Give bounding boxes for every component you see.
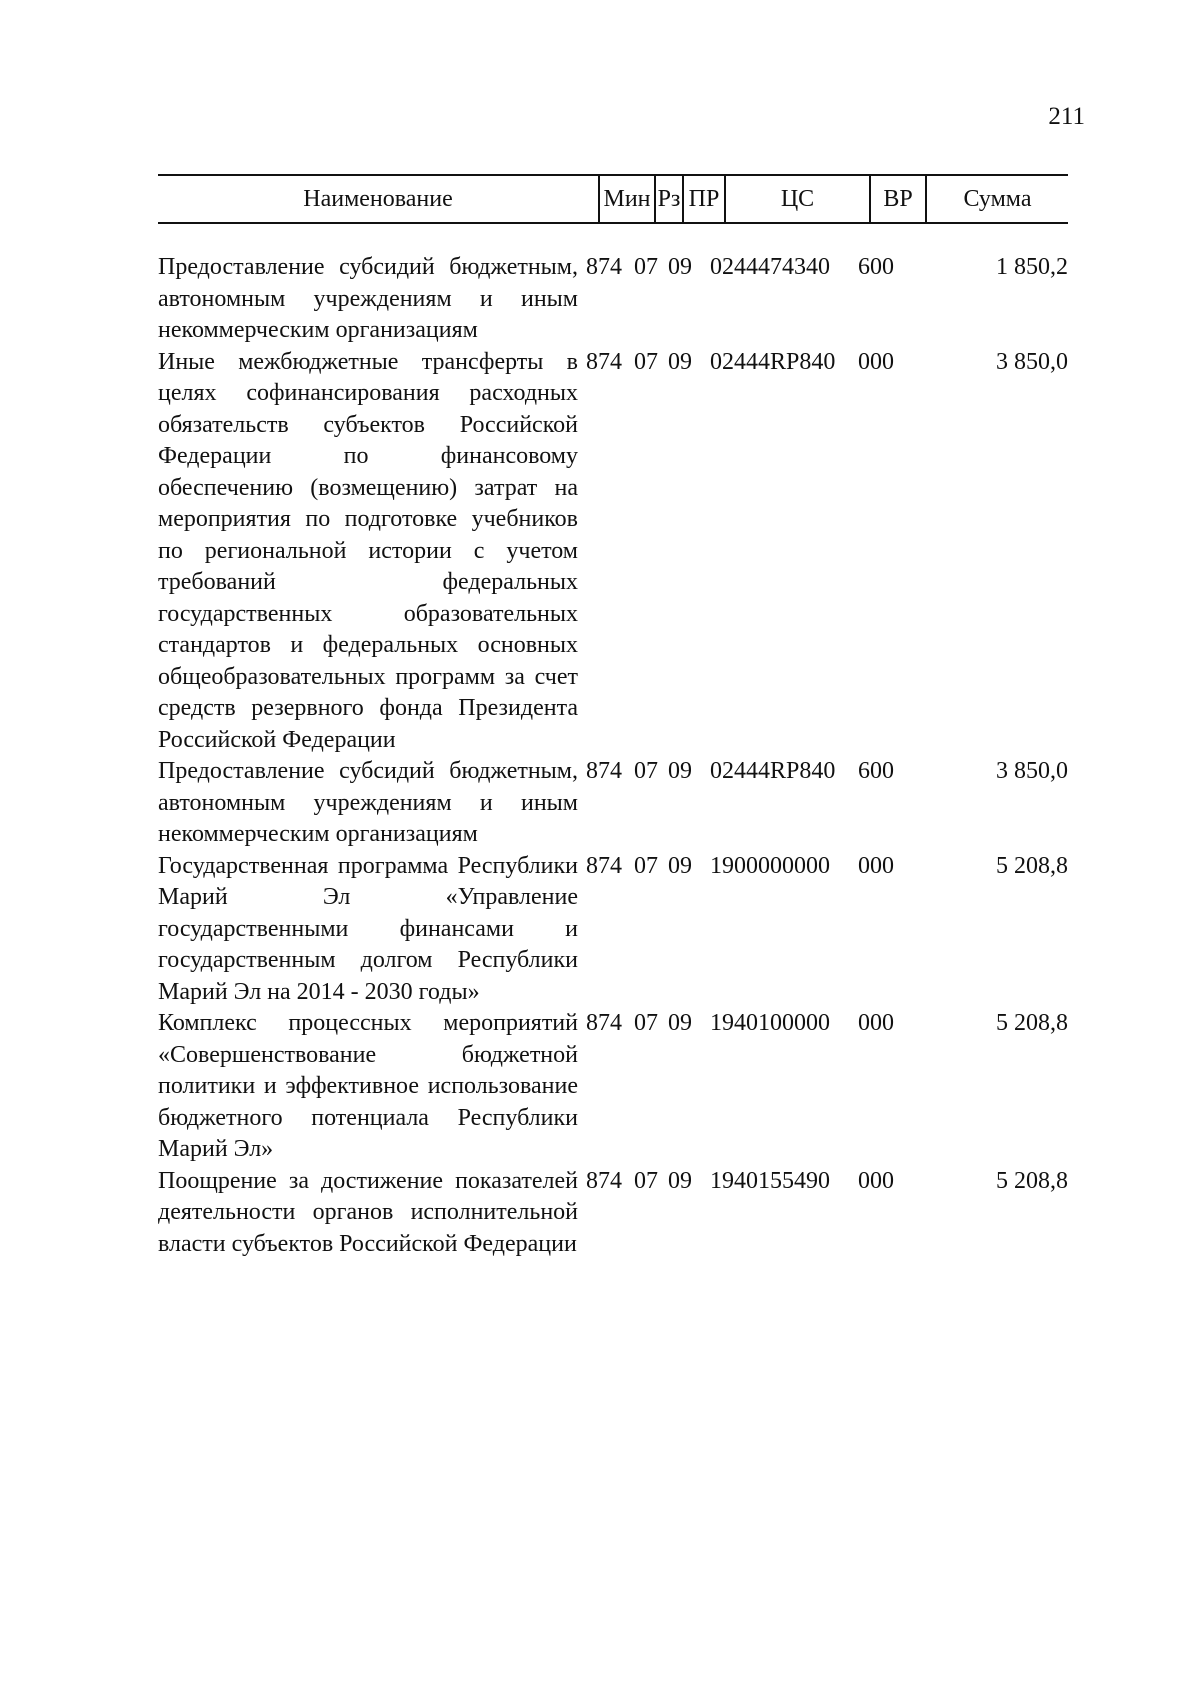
row-name: Поощрение за достижение показателей деятельности органов исполнительной власти субъектов Российской Федерации (158, 1167, 578, 1257)
row-sum: 3 850,0 (996, 348, 1068, 375)
table-row (158, 851, 1068, 1009)
row-sum: 1 850,2 (996, 254, 1068, 280)
row-cs: 0244474340 (710, 254, 830, 280)
row-pr: 09 (668, 758, 692, 784)
header-pr: ПР (682, 176, 724, 222)
row-min: 874 (586, 758, 622, 784)
row-min: 874 (586, 1010, 622, 1036)
header-sum: Сумма (963, 185, 1032, 212)
row-rz: 07 (634, 852, 658, 879)
row-codes (586, 252, 1068, 347)
row-cs: 1900000000 (710, 852, 830, 879)
header-min: Мин (598, 176, 654, 222)
row-sum: 5 208,8 (996, 1010, 1068, 1036)
row-name: Предоставление субсидий бюджетным, автономным учреждениям и иным некоммерческим организациям (158, 254, 578, 343)
row-cs: 02444RP840 (710, 758, 836, 784)
row-codes (586, 347, 1068, 757)
table-row (158, 252, 1068, 347)
row-cs: 1940100000 (710, 1010, 830, 1036)
row-vr: 000 (858, 1167, 894, 1194)
row-name: Иные межбюджетные трансферты в целях софинансирования расходных обязательств субъектов Российской Федерации по финансовому обеспечению (возмещению) затрат на мероприятия по подготовке учебников по региональной истории с учетом требований федеральных государственных образовательных стандартов и федеральных основных общеобразовательных программ за счет средств резервного фонда Президента Российской Федерации (158, 348, 578, 753)
row-pr: 09 (668, 254, 692, 280)
header-vr: ВР (869, 176, 927, 222)
row-sum: 5 208,8 (996, 1167, 1068, 1194)
table-row (158, 1166, 1068, 1261)
row-codes (586, 1008, 1068, 1166)
row-rz: 07 (634, 1167, 658, 1194)
row-codes (586, 851, 1068, 1009)
row-cs: 02444RP840 (710, 348, 836, 375)
row-vr: 000 (858, 348, 894, 375)
row-min: 874 (586, 1167, 622, 1194)
row-min: 874 (586, 254, 622, 280)
row-min: 874 (586, 348, 622, 375)
table-row (158, 1008, 1068, 1166)
header-cs: ЦС (724, 176, 869, 222)
row-pr: 09 (668, 1167, 692, 1194)
budget-table (158, 174, 1068, 1260)
row-cs: 1940155490 (710, 1167, 830, 1194)
table-header (158, 174, 1068, 224)
table-body (158, 252, 1068, 1260)
row-codes (586, 1166, 1068, 1261)
row-rz: 07 (634, 348, 658, 375)
row-rz: 07 (634, 1010, 658, 1036)
row-pr: 09 (668, 348, 692, 375)
row-vr: 000 (858, 1010, 894, 1036)
row-rz: 07 (634, 758, 658, 784)
row-pr: 09 (668, 1010, 692, 1036)
row-sum: 5 208,8 (996, 852, 1068, 879)
row-sum: 3 850,0 (996, 758, 1068, 784)
row-min: 874 (586, 852, 622, 879)
table-row (158, 347, 1068, 757)
row-name: Государственная программа Республики Марий Эл «Управление государственными финансами и государственным долгом Республики Марий Эл на 2014 - 2030 годы» (158, 852, 578, 1005)
header-name: Наименование (303, 185, 453, 212)
row-codes (586, 756, 1068, 851)
row-vr: 000 (858, 852, 894, 879)
page-number: 211 (1048, 103, 1085, 130)
row-name: Предоставление субсидий бюджетным, автономным учреждениям и иным некоммерческим организациям (158, 758, 578, 847)
header-rz: Рз (654, 176, 682, 222)
row-rz: 07 (634, 254, 658, 280)
row-vr: 600 (858, 758, 894, 784)
row-name: Комплекс процессных мероприятий «Совершенствование бюджетной политики и эффективное использование бюджетного потенциала Республики Марий Эл» (158, 1010, 578, 1162)
row-vr: 600 (858, 254, 894, 280)
row-pr: 09 (668, 852, 692, 879)
table-row (158, 756, 1068, 851)
